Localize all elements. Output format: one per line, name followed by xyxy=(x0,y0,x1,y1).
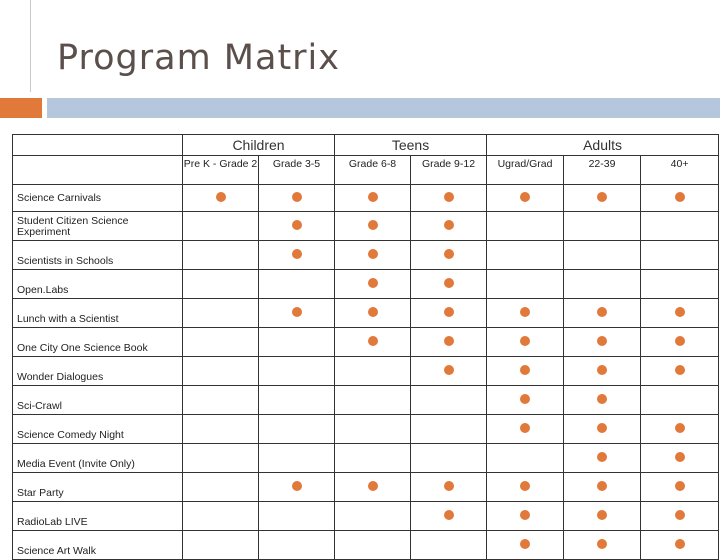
table-row xyxy=(13,357,719,386)
matrix-cell xyxy=(564,328,641,357)
subgroup-header: 40+ xyxy=(641,156,719,185)
group-header-children: Children xyxy=(183,135,335,156)
participation-dot-icon xyxy=(675,336,685,346)
participation-dot-icon xyxy=(368,278,378,288)
matrix-cell xyxy=(335,502,411,531)
matrix-cell xyxy=(259,473,335,502)
matrix-cell xyxy=(487,444,564,473)
program-name: Lunch with a Scientist xyxy=(13,299,183,328)
matrix-cell xyxy=(183,241,259,270)
matrix-cell xyxy=(335,386,411,415)
matrix-cell xyxy=(411,473,487,502)
matrix-cell xyxy=(183,328,259,357)
participation-dot-icon xyxy=(368,336,378,346)
matrix-cell xyxy=(335,473,411,502)
accent-bar-blue xyxy=(47,98,720,118)
matrix-cell xyxy=(183,212,259,241)
matrix-cell xyxy=(259,270,335,299)
matrix-cell xyxy=(411,444,487,473)
matrix-cell xyxy=(564,473,641,502)
matrix-cell xyxy=(183,531,259,560)
program-name: One City One Science Book xyxy=(13,328,183,357)
matrix-cell xyxy=(487,212,564,241)
matrix-cell xyxy=(564,357,641,386)
subgroup-header-row xyxy=(13,156,719,185)
program-name: Wonder Dialogues xyxy=(13,357,183,386)
matrix-cell xyxy=(641,502,719,531)
table-row xyxy=(13,473,719,502)
group-header-teens: Teens xyxy=(335,135,487,156)
matrix-cell xyxy=(564,415,641,444)
matrix-cell xyxy=(411,531,487,560)
matrix-cell xyxy=(487,502,564,531)
matrix-cell xyxy=(641,386,719,415)
matrix-cell xyxy=(335,212,411,241)
table-row xyxy=(13,502,719,531)
participation-dot-icon xyxy=(444,220,454,230)
matrix-cell xyxy=(411,241,487,270)
participation-dot-icon xyxy=(597,192,607,202)
matrix-cell xyxy=(259,386,335,415)
participation-dot-icon xyxy=(597,510,607,520)
matrix-cell xyxy=(411,212,487,241)
matrix-cell xyxy=(487,299,564,328)
subgroup-header: Grade 3-5 xyxy=(259,156,335,185)
matrix-cell xyxy=(641,444,719,473)
matrix-cell xyxy=(259,328,335,357)
participation-dot-icon xyxy=(292,220,302,230)
participation-dot-icon xyxy=(597,452,607,462)
participation-dot-icon xyxy=(368,192,378,202)
matrix-cell xyxy=(411,386,487,415)
matrix-cell xyxy=(564,299,641,328)
participation-dot-icon xyxy=(368,249,378,259)
participation-dot-icon xyxy=(597,307,607,317)
group-header-row xyxy=(13,135,719,156)
matrix-cell xyxy=(564,241,641,270)
corner-cell xyxy=(13,135,183,156)
corner-cell-2 xyxy=(13,156,183,185)
matrix-cell xyxy=(487,357,564,386)
participation-dot-icon xyxy=(520,394,530,404)
matrix-cell xyxy=(564,444,641,473)
matrix-cell xyxy=(487,270,564,299)
participation-dot-icon xyxy=(675,481,685,491)
matrix-cell xyxy=(564,212,641,241)
table-row xyxy=(13,386,719,415)
matrix-cell xyxy=(335,241,411,270)
participation-dot-icon xyxy=(368,220,378,230)
table-row xyxy=(13,185,719,212)
matrix-cell xyxy=(259,241,335,270)
matrix-cell xyxy=(641,473,719,502)
matrix-cell xyxy=(487,328,564,357)
matrix-cell xyxy=(641,212,719,241)
program-name: Media Event (Invite Only) xyxy=(13,444,183,473)
accent-bar-orange xyxy=(0,98,42,118)
participation-dot-icon xyxy=(520,423,530,433)
matrix-cell xyxy=(183,473,259,502)
program-name: Open.Labs xyxy=(13,270,183,299)
participation-dot-icon xyxy=(597,481,607,491)
matrix-body xyxy=(13,185,719,560)
page-title: Program Matrix xyxy=(57,38,340,78)
matrix-cell xyxy=(564,502,641,531)
matrix-cell xyxy=(183,270,259,299)
matrix-cell xyxy=(335,531,411,560)
group-header-adults: Adults xyxy=(487,135,719,156)
matrix-cell xyxy=(335,357,411,386)
participation-dot-icon xyxy=(597,336,607,346)
participation-dot-icon xyxy=(292,249,302,259)
participation-dot-icon xyxy=(597,539,607,549)
matrix-cell xyxy=(259,357,335,386)
matrix-cell xyxy=(335,270,411,299)
matrix-cell xyxy=(487,185,564,212)
program-name: Sci-Crawl xyxy=(13,386,183,415)
participation-dot-icon xyxy=(675,539,685,549)
participation-dot-icon xyxy=(675,192,685,202)
decorative-left-line xyxy=(30,0,31,92)
table-row xyxy=(13,415,719,444)
table-row xyxy=(13,531,719,560)
matrix-cell xyxy=(411,270,487,299)
participation-dot-icon xyxy=(444,336,454,346)
matrix-cell xyxy=(411,299,487,328)
matrix-cell xyxy=(183,357,259,386)
participation-dot-icon xyxy=(597,394,607,404)
matrix-cell xyxy=(641,270,719,299)
subgroup-header: 22-39 xyxy=(564,156,641,185)
participation-dot-icon xyxy=(520,192,530,202)
participation-dot-icon xyxy=(444,278,454,288)
participation-dot-icon xyxy=(675,365,685,375)
participation-dot-icon xyxy=(444,192,454,202)
participation-dot-icon xyxy=(597,365,607,375)
matrix-cell xyxy=(183,386,259,415)
matrix-cell xyxy=(411,415,487,444)
matrix-cell xyxy=(259,502,335,531)
participation-dot-icon xyxy=(444,365,454,375)
participation-dot-icon xyxy=(368,307,378,317)
participation-dot-icon xyxy=(520,365,530,375)
subgroup-header: Pre K - Grade 2 xyxy=(183,156,259,185)
matrix-cell xyxy=(487,241,564,270)
matrix-cell xyxy=(641,531,719,560)
matrix-cell xyxy=(335,328,411,357)
participation-dot-icon xyxy=(520,481,530,491)
table-row xyxy=(13,444,719,473)
matrix-cell xyxy=(259,185,335,212)
matrix-cell xyxy=(183,299,259,328)
participation-dot-icon xyxy=(292,481,302,491)
matrix-cell xyxy=(335,415,411,444)
table-row xyxy=(13,299,719,328)
participation-dot-icon xyxy=(675,307,685,317)
matrix-cell xyxy=(641,357,719,386)
participation-dot-icon xyxy=(597,423,607,433)
matrix-cell xyxy=(487,473,564,502)
matrix-cell xyxy=(564,185,641,212)
participation-dot-icon xyxy=(675,510,685,520)
program-name: Science Comedy Night xyxy=(13,415,183,444)
program-name: RadioLab LIVE xyxy=(13,502,183,531)
matrix-cell xyxy=(183,444,259,473)
matrix-cell xyxy=(564,386,641,415)
matrix-cell xyxy=(259,444,335,473)
program-name: Science Art Walk xyxy=(13,531,183,560)
matrix-cell xyxy=(411,357,487,386)
matrix-cell xyxy=(259,531,335,560)
matrix-cell xyxy=(335,185,411,212)
matrix-cell xyxy=(183,502,259,531)
subgroup-header: Grade 6-8 xyxy=(335,156,411,185)
matrix-cell xyxy=(259,212,335,241)
matrix-cell xyxy=(641,241,719,270)
table-row xyxy=(13,241,719,270)
participation-dot-icon xyxy=(520,336,530,346)
subgroup-header: Grade 9-12 xyxy=(411,156,487,185)
matrix-cell xyxy=(335,444,411,473)
matrix-cell xyxy=(259,299,335,328)
matrix-cell xyxy=(335,299,411,328)
matrix-cell xyxy=(641,415,719,444)
program-matrix-table xyxy=(12,134,719,560)
matrix-cell xyxy=(411,502,487,531)
matrix-cell xyxy=(564,531,641,560)
matrix-cell xyxy=(259,415,335,444)
participation-dot-icon xyxy=(216,192,226,202)
participation-dot-icon xyxy=(292,192,302,202)
table-row xyxy=(13,270,719,299)
matrix-cell xyxy=(487,415,564,444)
matrix-cell xyxy=(641,299,719,328)
matrix-cell xyxy=(487,386,564,415)
participation-dot-icon xyxy=(675,452,685,462)
participation-dot-icon xyxy=(520,307,530,317)
participation-dot-icon xyxy=(520,539,530,549)
participation-dot-icon xyxy=(444,249,454,259)
participation-dot-icon xyxy=(444,510,454,520)
matrix-cell xyxy=(183,185,259,212)
matrix-cell xyxy=(487,531,564,560)
matrix-cell xyxy=(411,185,487,212)
matrix-cell xyxy=(564,270,641,299)
program-name: Science Carnivals xyxy=(13,185,183,212)
participation-dot-icon xyxy=(444,307,454,317)
participation-dot-icon xyxy=(292,307,302,317)
matrix-cell xyxy=(641,328,719,357)
participation-dot-icon xyxy=(368,481,378,491)
participation-dot-icon xyxy=(675,423,685,433)
matrix-cell xyxy=(183,415,259,444)
participation-dot-icon xyxy=(444,481,454,491)
table-row xyxy=(13,328,719,357)
program-name: Student Citizen Science Experiment xyxy=(13,212,183,241)
program-name: Scientists in Schools xyxy=(13,241,183,270)
matrix-cell xyxy=(411,328,487,357)
matrix-cell xyxy=(641,185,719,212)
program-name: Star Party xyxy=(13,473,183,502)
participation-dot-icon xyxy=(520,510,530,520)
table-row xyxy=(13,212,719,241)
subgroup-header: Ugrad/Grad xyxy=(487,156,564,185)
